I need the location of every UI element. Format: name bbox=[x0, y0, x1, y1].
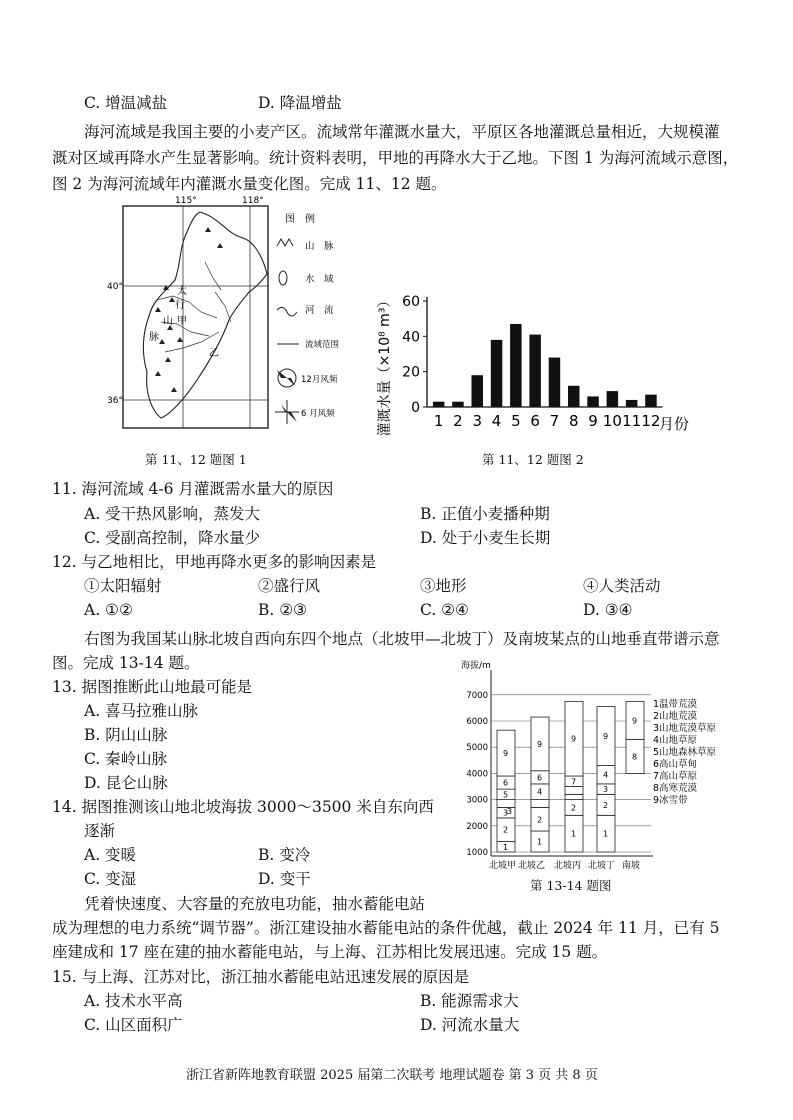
q12-option-b: B. ②③ bbox=[258, 601, 308, 619]
mountain-char-3: 山 bbox=[163, 316, 173, 327]
irrigation-bar-chart bbox=[375, 285, 695, 437]
zone-col3-band-4 bbox=[565, 787, 583, 795]
zone-col5-band-label-8: 8 bbox=[632, 752, 638, 762]
wind-rose-december-icon bbox=[277, 369, 296, 387]
passage2-line2: 图。完成 13-14 题。 bbox=[52, 654, 200, 672]
q12-option-c: C. ②④ bbox=[420, 601, 469, 619]
q14-option-c: C. 变湿 bbox=[84, 870, 137, 888]
legend-zone-5: 5山地森林草原 bbox=[653, 747, 717, 758]
mountain-legend-icon bbox=[277, 239, 293, 246]
zonation-caption: 第 13-14 题图 bbox=[530, 878, 612, 893]
haihe-basin-map bbox=[105, 192, 355, 442]
q13-stem: 13. 据图推断此山地最可能是 bbox=[52, 678, 253, 696]
chart-x-tick-label-5: 5 bbox=[511, 412, 521, 430]
zone-y-tick-2000: 2000 bbox=[466, 821, 488, 832]
zone-y-tick-3000: 3000 bbox=[466, 795, 488, 806]
chart-x-tick-label-2: 2 bbox=[453, 412, 463, 430]
lat-36-label: 36° bbox=[107, 396, 123, 406]
passage1-line1: 海河流域是我国主要的小麦产区。流域常年灌溉水量大，平原区各地灌溉总量相近，大规模灌 bbox=[84, 123, 720, 141]
chart-bar-8 bbox=[568, 386, 580, 407]
zone-y-tick-5000: 5000 bbox=[466, 743, 488, 754]
passage3-line2: 成为理想的电力系统“调节器”。浙江建设抽水蓄能电站的条件优越，截止 2024 年 11 月，已有 5 bbox=[52, 919, 720, 937]
zone-col3-band-label-1: 1 bbox=[571, 829, 577, 839]
q15-option-d: D. 河流水量大 bbox=[420, 1016, 520, 1034]
legend-boundary: 流域范围 bbox=[305, 340, 340, 350]
prev-option-c: C. 增温减盐 bbox=[84, 94, 168, 112]
zone-y-axis-label: 海拔/m bbox=[461, 661, 491, 671]
yi-label: 乙 bbox=[209, 348, 219, 359]
q15-option-c: C. 山区面积广 bbox=[84, 1016, 183, 1034]
zone-col4-band-label-9: 9 bbox=[603, 732, 609, 742]
chart-y-tick-label-40: 40 bbox=[402, 329, 420, 346]
zone-col1-band-label-6: 6 bbox=[503, 778, 509, 788]
zone-col2-band-label-6: 6 bbox=[537, 773, 543, 783]
mountain-char-1: 太 bbox=[177, 286, 187, 297]
q11-stem: 11. 海河流域 4-6 月灌溉需水量大的原因 bbox=[52, 480, 334, 498]
zone-col2-band-3 bbox=[531, 800, 549, 808]
legend-zone-6: 6高山草甸 bbox=[653, 759, 698, 770]
legend-wind6: 6 月风频 bbox=[301, 409, 335, 419]
legend-water: 水 域 bbox=[305, 274, 334, 285]
zone-col3-band-label-2: 2 bbox=[571, 803, 577, 813]
column-label-3: 北坡丙 bbox=[554, 861, 582, 871]
q12-factor-2: ②盛行风 bbox=[258, 577, 321, 595]
legend-river: 河 流 bbox=[305, 305, 334, 316]
zone-col2-band-label-9: 9 bbox=[537, 739, 543, 749]
q13-option-d: D. 昆仑山脉 bbox=[84, 774, 168, 792]
zone-col2-band-label-1: 1 bbox=[537, 837, 543, 847]
figure1-caption: 第 11、12 题图 1 bbox=[145, 452, 247, 467]
chart-x-tick-label-6: 6 bbox=[530, 412, 540, 430]
q11-option-a: A. 受干热风影响，蒸发大 bbox=[84, 505, 261, 523]
chart-bar-7 bbox=[549, 358, 561, 407]
zone-col2-band-label-4: 4 bbox=[537, 787, 543, 797]
zone-col1-band-label-5: 5 bbox=[503, 790, 509, 800]
q15-option-b: B. 能源需求大 bbox=[420, 992, 519, 1010]
zone-y-tick-6000: 6000 bbox=[466, 717, 488, 727]
q14-option-b: B. 变冷 bbox=[258, 846, 311, 864]
chart-x-tick-label-4: 4 bbox=[491, 412, 502, 430]
lon-118-label: 118° bbox=[242, 196, 264, 206]
chart-bar-4 bbox=[491, 340, 503, 407]
zone-col1-band-label-2: 2 bbox=[503, 825, 509, 835]
zone-col3-band-label-9: 9 bbox=[571, 734, 577, 744]
river-network bbox=[157, 262, 231, 352]
zone-col1-band-label-9: 9 bbox=[503, 749, 509, 759]
zone-col3-band-3 bbox=[565, 794, 583, 799]
zone-y-tick-4000: 4000 bbox=[466, 769, 488, 780]
column-label-1: 北坡甲 bbox=[489, 861, 517, 871]
zone-marker-3: 3 bbox=[507, 807, 513, 816]
zone-col4-band-label-1: 1 bbox=[603, 829, 609, 839]
chart-y-tick-label-0: 0 bbox=[411, 400, 420, 416]
zone-col4-band-label-2: 2 bbox=[603, 800, 609, 810]
chart-x-tick-label-10: 10 bbox=[602, 412, 622, 430]
q15-option-a: A. 技术水平高 bbox=[84, 992, 183, 1010]
basin-boundary bbox=[143, 212, 267, 418]
q12-option-d: D. ③④ bbox=[583, 601, 633, 619]
zone-y-tick-1000: 1000 bbox=[466, 848, 488, 858]
vertical-zonation-figure bbox=[455, 656, 760, 881]
chart-bar-6 bbox=[529, 335, 541, 407]
chart-bar-12 bbox=[645, 395, 657, 407]
chart-x-tick-label-11: 11 bbox=[622, 412, 642, 430]
chart-bar-11 bbox=[626, 400, 638, 407]
column-label-5: 南坡 bbox=[622, 861, 641, 871]
legend-title: 图 例 bbox=[285, 214, 315, 225]
q11-option-d: D. 处于小麦生长期 bbox=[420, 529, 551, 547]
passage3-line1: 凭着快速度、大容量的充放电功能，抽水蓄能电站 bbox=[84, 895, 426, 913]
figure2-caption: 第 11、12 题图 2 bbox=[482, 452, 584, 467]
chart-bar-10 bbox=[607, 391, 619, 407]
page-footer: 浙江省新阵地教育联盟 2025 届第二次联考 地理试题卷 第 3 页 共 8 页 bbox=[186, 1068, 598, 1083]
q13-option-a: A. 喜马拉雅山脉 bbox=[84, 702, 199, 720]
mountain-char-4: 脉 bbox=[149, 332, 159, 343]
lat-40-label: 40° bbox=[107, 282, 123, 292]
chart-x-tick-label-12: 12 bbox=[641, 412, 661, 430]
passage3-line3: 座建成和 17 座在建的抽水蓄能电站，与上海、江苏相比发展迅速。完成 15 题。 bbox=[52, 943, 608, 961]
chart-y-tick-label-20: 20 bbox=[402, 364, 420, 381]
q11-option-b: B. 正值小麦播种期 bbox=[420, 505, 550, 523]
chart-x-label: 月份 bbox=[659, 415, 690, 433]
chart-x-tick-label-8: 8 bbox=[568, 412, 579, 430]
q12-factor-1: ①太阳辐射 bbox=[84, 577, 162, 595]
q14-stem-line2: 逐渐 bbox=[84, 822, 116, 840]
legend-zone-9: 9冰雪带 bbox=[653, 795, 688, 806]
legend-wind12: 12月风频 bbox=[301, 375, 338, 385]
q12-factor-4: ④人类活动 bbox=[583, 577, 661, 595]
zone-col5-band-label-9: 9 bbox=[632, 716, 638, 726]
river-legend-icon bbox=[277, 307, 297, 316]
legend-zone-7: 7高山草原 bbox=[653, 771, 698, 782]
chart-bar-5 bbox=[510, 324, 521, 407]
chart-x-tick-label-9: 9 bbox=[588, 412, 598, 430]
zone-col4-band-label-4: 4 bbox=[603, 770, 609, 780]
chart-x-tick-label-7: 7 bbox=[549, 412, 560, 430]
q15-stem: 15. 与上海、江苏对比，浙江抽水蓄能电站迅速发展的原因是 bbox=[52, 968, 470, 986]
passage2-line1: 右图为我国某山脉北坡自西向东四个地点（北坡甲—北坡丁）及南坡某点的山地垂直带谱示意 bbox=[84, 630, 720, 648]
wind-rose-june-icon bbox=[275, 400, 299, 424]
chart-x-tick-label-3: 3 bbox=[472, 412, 483, 430]
chart-bar-3 bbox=[472, 375, 484, 407]
q12-factor-3: ③地形 bbox=[420, 577, 467, 595]
q14-option-a: A. 变暖 bbox=[84, 846, 137, 864]
zone-col2-band-label-2: 2 bbox=[537, 815, 543, 825]
q13-option-b: B. 阴山山脉 bbox=[84, 726, 168, 744]
lon-115-label: 115° bbox=[175, 196, 197, 206]
zone-col4-band-label-3: 3 bbox=[603, 785, 609, 795]
legend-zone-2: 2山地荒漠 bbox=[653, 711, 698, 722]
zone-col1-band-label-3: 3 bbox=[503, 808, 509, 818]
q14-stem-line1: 14. 据图推测该山地北坡海拔 3000～3500 米自东向西 bbox=[52, 798, 434, 816]
passage1-line3: 图 2 为海河流域年内灌溉水量变化图。完成 11、12 题。 bbox=[52, 175, 447, 193]
legend-zone-1: 1温带荒漠 bbox=[653, 699, 698, 710]
q13-option-c: C. 秦岭山脉 bbox=[84, 750, 168, 768]
water-legend-icon bbox=[279, 271, 287, 285]
chart-bar-2 bbox=[452, 402, 464, 407]
q14-option-d: D. 变干 bbox=[258, 870, 311, 888]
q11-option-c: C. 受副高控制，降水量少 bbox=[84, 529, 261, 547]
chart-x-tick-label-1: 1 bbox=[433, 412, 444, 430]
mountain-char-2: 行 bbox=[175, 300, 185, 311]
legend-zone-4: 4山地草原 bbox=[653, 735, 698, 746]
legend-mountain: 山 脉 bbox=[305, 241, 334, 252]
chart-bar-9 bbox=[587, 396, 599, 407]
mountain-symbols bbox=[155, 227, 223, 392]
zone-col1-band-label-1: 1 bbox=[503, 842, 509, 852]
zone-col3-band-label-7: 7 bbox=[571, 777, 577, 787]
prev-option-d: D. 降温增盐 bbox=[258, 94, 342, 112]
legend-zone-8: 8高寒荒漠 bbox=[653, 783, 698, 794]
column-label-2: 北坡乙 bbox=[518, 861, 546, 871]
jia-label: 甲 bbox=[177, 316, 187, 327]
zone-y-tick-7000: 7000 bbox=[466, 690, 488, 701]
chart-y-label: 灌溉水量（×10⁸ m³） bbox=[377, 293, 393, 437]
column-label-4: 北坡丁 bbox=[588, 861, 616, 871]
q12-stem: 12. 与乙地相比，甲地再降水更多的影响因素是 bbox=[52, 553, 377, 571]
passage1-line2: 溉对区域再降水产生显著影响。统计资料表明，甲地的再降水大于乙地。下图 1 为海河流域示意图， bbox=[52, 149, 739, 167]
zone-col1-band-4 bbox=[497, 800, 515, 808]
chart-bar-1 bbox=[433, 402, 445, 407]
legend-zone-3: 3山地荒漠草原 bbox=[653, 723, 717, 734]
q12-option-a: A. ①② bbox=[84, 601, 133, 619]
chart-y-tick-label-60: 60 bbox=[402, 294, 420, 310]
